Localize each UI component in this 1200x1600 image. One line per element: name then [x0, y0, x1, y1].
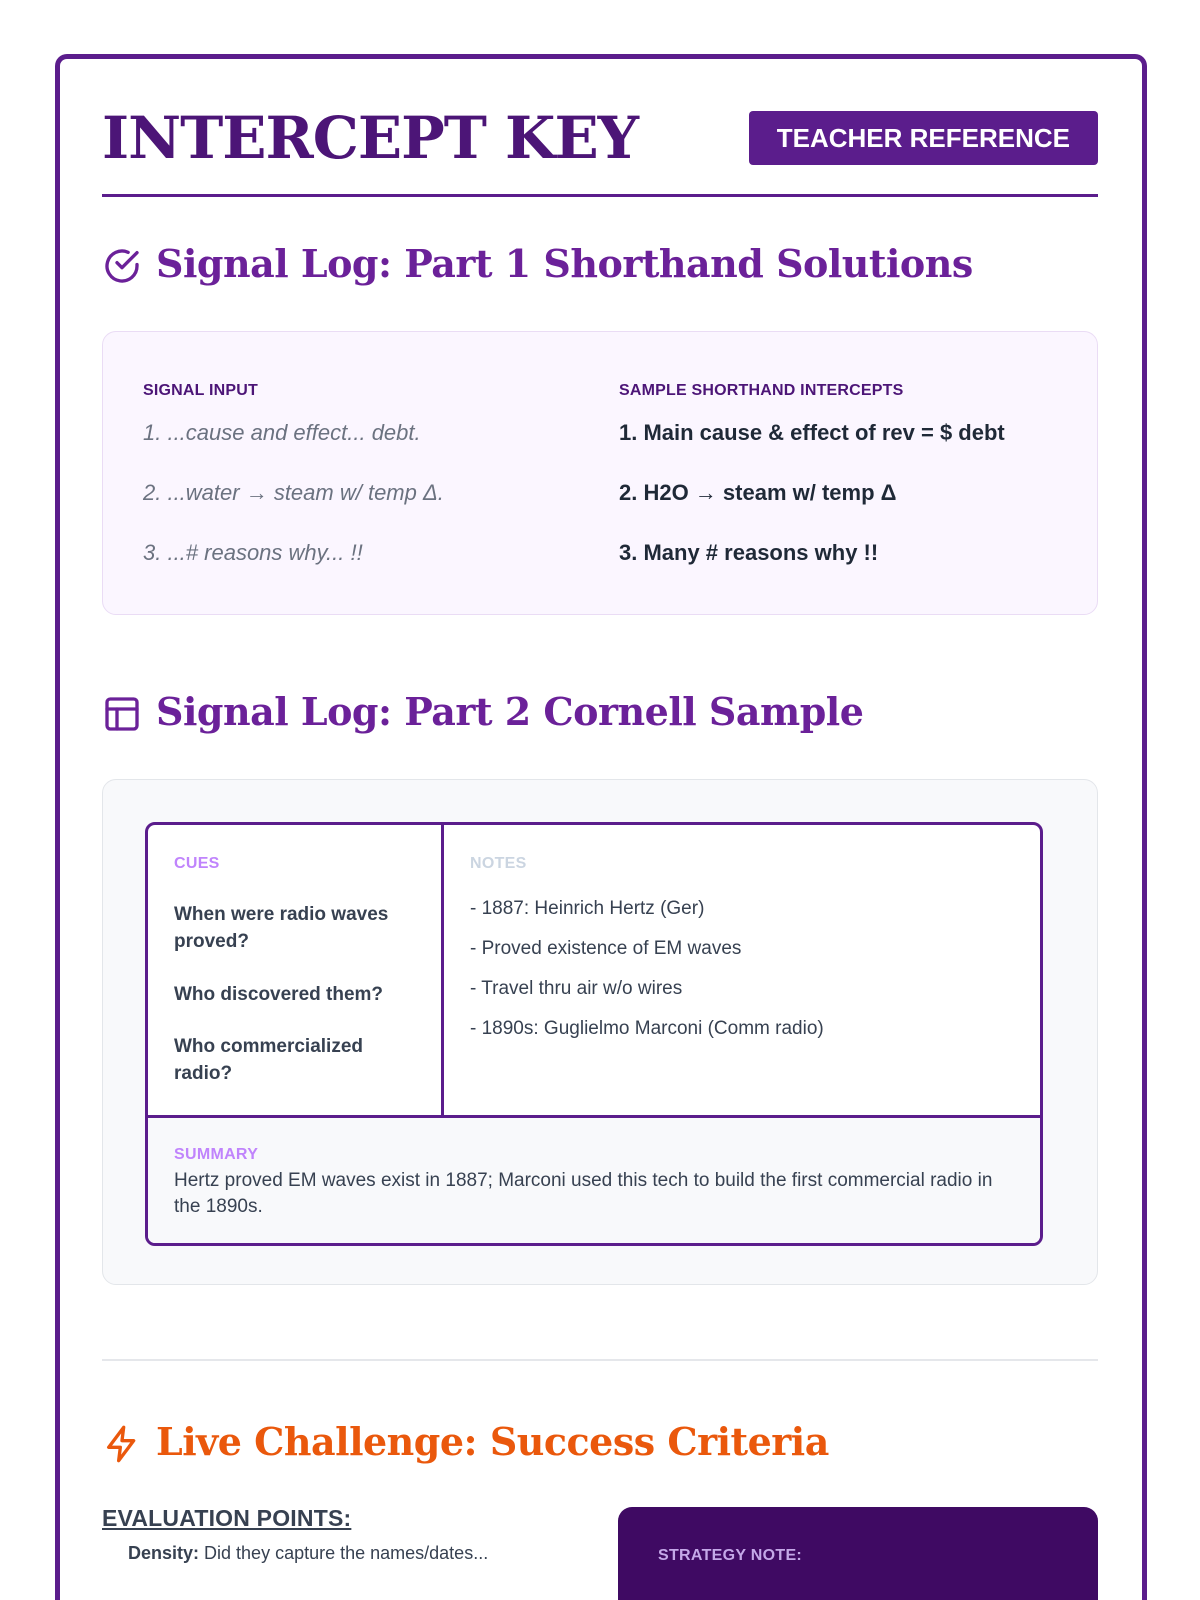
- lightning-icon: [102, 1424, 142, 1464]
- page-title: INTERCEPT KEY: [102, 104, 639, 172]
- shorthand-output-header: SAMPLE SHORTHAND INTERCEPTS: [619, 382, 904, 399]
- evaluation-item-label: Density:: [128, 1543, 200, 1563]
- signal-input-row: 3. ...# reasons why... !!: [143, 540, 363, 565]
- teacher-reference-badge: TEACHER REFERENCE: [749, 111, 1098, 165]
- signal-input-row: 1. ...cause and effect... debt.: [143, 420, 421, 445]
- summary-section: [148, 1115, 1040, 1243]
- cues-label: CUES: [174, 855, 220, 872]
- shorthand-output-row: 1. Main cause & effect of rev = $ debt: [619, 420, 1005, 445]
- evaluation-points-label: EVALUATION POINTS:: [102, 1505, 352, 1531]
- header: [102, 105, 1098, 197]
- layout-icon: [102, 694, 142, 734]
- section-divider: [102, 1359, 1098, 1361]
- note-item: - Proved existence of EM waves: [470, 938, 742, 959]
- part1-heading-text: Signal Log: Part 1 Shorthand Solutions: [156, 241, 973, 286]
- cue-item: Who discovered them?: [174, 984, 384, 1005]
- evaluation-item-text: Did they capture the names/dates...: [204, 1543, 489, 1563]
- note-item: - Travel thru air w/o wires: [470, 978, 683, 999]
- cue-item: When were radio waves proved?: [174, 904, 389, 952]
- cornell-card: [102, 779, 1098, 1285]
- check-circle-icon: [102, 246, 142, 286]
- shorthand-output-row: 3. Many # reasons why !!: [619, 540, 879, 565]
- summary-text: Hertz proved EM waves exist in 1887; Marconi used this tech to build the first commercial radio in the 1890s.: [174, 1170, 993, 1217]
- strategy-note-label: STRATEGY NOTE:: [658, 1547, 803, 1564]
- notes-label: NOTES: [470, 855, 527, 872]
- part2-heading: [102, 687, 1098, 737]
- cue-item: Who commercialized radio?: [174, 1036, 363, 1084]
- signal-input-row: 2. ...water → steam w/ temp Δ.: [143, 480, 444, 505]
- challenge-heading: [102, 1417, 1098, 1467]
- note-item: - 1887: Heinrich Hertz (Ger): [470, 898, 705, 919]
- signal-input-header: SIGNAL INPUT: [143, 382, 259, 399]
- part2-heading-text: Signal Log: Part 2 Cornell Sample: [156, 689, 864, 734]
- challenge-heading-text: Live Challenge: Success Criteria: [156, 1419, 829, 1464]
- notes-column: [444, 825, 1040, 1115]
- strategy-note-box: [618, 1507, 1098, 1600]
- evaluation-item: [128, 1543, 488, 1564]
- shorthand-output-row: 2. H2O → steam w/ temp Δ: [619, 480, 897, 505]
- cornell-notes-box: [145, 822, 1043, 1246]
- shorthand-card: [102, 331, 1098, 615]
- summary-label: SUMMARY: [174, 1146, 259, 1163]
- part1-heading: [102, 239, 1098, 289]
- cues-column: [148, 825, 444, 1115]
- note-item: - 1890s: Guglielmo Marconi (Comm radio): [470, 1018, 824, 1039]
- page-frame: [55, 54, 1147, 1600]
